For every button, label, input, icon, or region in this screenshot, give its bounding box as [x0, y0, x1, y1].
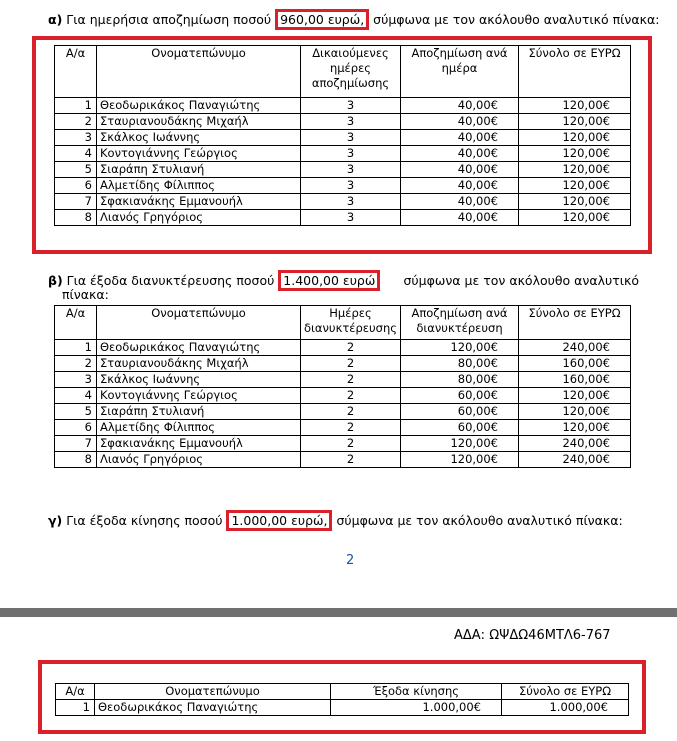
table-cell: 2: [301, 340, 401, 356]
section-c-label: γ): [48, 513, 63, 528]
table-cell: 120,00€: [519, 194, 631, 210]
table-cell: 120,00€: [401, 340, 519, 356]
table-cell: 80,00€: [401, 372, 519, 388]
table-row: [56, 700, 629, 716]
table-cell: Λιανός Γρηγόριος: [97, 210, 301, 226]
table-section-c: [55, 683, 629, 716]
section-a-text-after: σύμφωνα με τον ακόλουθο αναλυτικό πίνακα:: [369, 12, 660, 27]
table-cell: 6: [55, 178, 97, 194]
table-cell: 3: [301, 130, 401, 146]
section-b-text-after: σύμφωνα με τον ακόλουθο αναλυτικό: [403, 273, 639, 288]
col-header: Δικαιούμενες ημέρες αποζημίωσης: [301, 46, 401, 98]
table-cell: 1.000,00€: [502, 700, 629, 716]
table-cell: 120,00€: [401, 436, 519, 452]
table-cell: Αλμετίδης Φίλιππος: [97, 178, 301, 194]
col-header: Σύνολο σε ΕΥΡΩ: [502, 684, 629, 700]
table-cell: 3: [301, 194, 401, 210]
table-cell: 1: [56, 700, 95, 716]
section-c-text: Για έξοδα κίνησης ποσού: [62, 513, 227, 528]
section-b-intro: [48, 273, 639, 301]
table-cell: 40,00€: [401, 98, 519, 114]
table-cell: 2: [301, 404, 401, 420]
section-a-label: α): [48, 12, 63, 27]
col-header: Αποζημίωση ανά ημέρα: [401, 46, 519, 98]
section-c-intro: [48, 513, 623, 528]
table-cell: 2: [301, 436, 401, 452]
col-header: Έξοδα κίνησης: [331, 684, 502, 700]
table-cell: 120,00€: [519, 146, 631, 162]
section-a-intro: [48, 12, 659, 27]
table-cell: 240,00€: [519, 452, 631, 468]
table-cell: 5: [55, 162, 97, 178]
table-cell: Θεοδωρικάκος Παναγιώτης: [97, 340, 301, 356]
table-cell: 40,00€: [401, 162, 519, 178]
table-cell: Θεοδωρικάκος Παναγιώτης: [95, 700, 331, 716]
section-b-text-line2: πίνακα:: [62, 287, 109, 302]
table-cell: 60,00€: [401, 420, 519, 436]
table-row: [55, 436, 631, 452]
table-cell: 120,00€: [519, 130, 631, 146]
col-header: Α/α: [55, 46, 97, 98]
table-cell: 3: [55, 130, 97, 146]
table-cell: 7: [55, 194, 97, 210]
col-header: Σύνολο σε ΕΥΡΩ: [519, 306, 631, 340]
table-cell: Αλμετίδης Φίλιππος: [97, 420, 301, 436]
table-cell: Σκάλκος Ιωάννης: [97, 130, 301, 146]
section-b-text: Για έξοδα διανυκτέρευσης ποσού: [62, 273, 279, 288]
section-a-text: Για ημερήσια αποζημίωση ποσού: [62, 12, 276, 27]
table-cell: 2: [301, 372, 401, 388]
table-cell: 4: [55, 388, 97, 404]
page-number: 2: [346, 553, 355, 568]
table-cell: 2: [55, 114, 97, 130]
table-cell: 40,00€: [401, 130, 519, 146]
table-row: [55, 340, 631, 356]
table-cell: 1.000,00€: [331, 700, 502, 716]
table-row: [55, 356, 631, 372]
table-cell: 60,00€: [401, 404, 519, 420]
col-header: Ονοματεπώνυμο: [97, 46, 301, 98]
table-cell: 120,00€: [519, 178, 631, 194]
col-header: Ημέρες διανυκτέρευσης: [301, 306, 401, 340]
ada-code: ΑΔΑ: ΩΨΔΩ46ΜΤΛ6-767: [454, 628, 611, 643]
table-cell: 2: [301, 388, 401, 404]
table-row: [55, 178, 631, 194]
table-cell: 120,00€: [519, 388, 631, 404]
table-cell: 1: [55, 98, 97, 114]
table-cell: 7: [55, 436, 97, 452]
table-cell: 240,00€: [519, 436, 631, 452]
table-row: [55, 130, 631, 146]
table-cell: 4: [55, 146, 97, 162]
table-row: [55, 372, 631, 388]
table-row: [55, 98, 631, 114]
table-cell: Λιανός Γρηγόριος: [97, 452, 301, 468]
table-row: [55, 452, 631, 468]
table-cell: 40,00€: [401, 178, 519, 194]
section-c-amount: 1.000,00 ευρώ,: [226, 510, 332, 531]
table-cell: 160,00€: [519, 372, 631, 388]
col-header: Αποζημίωση ανά διανυκτέρευση: [401, 306, 519, 340]
table-cell: Κοντογιάννης Γεώργιος: [97, 146, 301, 162]
col-header: Ονοματεπώνυμο: [95, 684, 331, 700]
section-a-amount: 960,00 ευρώ,: [275, 9, 369, 30]
col-header: Σύνολο σε ΕΥΡΩ: [519, 46, 631, 98]
table-row: [55, 210, 631, 226]
table-section-b: [54, 305, 631, 468]
table-cell: 120,00€: [519, 162, 631, 178]
table-cell: 80,00€: [401, 356, 519, 372]
table-row: [55, 146, 631, 162]
table-cell: 120,00€: [401, 452, 519, 468]
col-header: Α/α: [56, 684, 95, 700]
table-cell: 2: [55, 356, 97, 372]
table-row: [55, 194, 631, 210]
table-cell: 6: [55, 420, 97, 436]
table-cell: 3: [301, 114, 401, 130]
table-cell: 8: [55, 210, 97, 226]
table-cell: Σφακιανάκης Εμμανουήλ: [97, 436, 301, 452]
table-cell: Σταυριανουδάκης Μιχαήλ: [97, 114, 301, 130]
table-cell: Σιαράπη Στυλιανή: [97, 404, 301, 420]
table-cell: 40,00€: [401, 146, 519, 162]
table-cell: 3: [301, 162, 401, 178]
table-cell: 5: [55, 404, 97, 420]
table-cell: Σταυριανουδάκης Μιχαήλ: [97, 356, 301, 372]
table-cell: 2: [301, 452, 401, 468]
section-c-text-after: σύμφωνα με τον ακόλουθο αναλυτικό πίνακα:: [332, 513, 623, 528]
table-cell: 3: [55, 372, 97, 388]
table-cell: 2: [301, 420, 401, 436]
table-cell: 40,00€: [401, 210, 519, 226]
table-row: [55, 114, 631, 130]
table-cell: 60,00€: [401, 388, 519, 404]
table-cell: 120,00€: [519, 210, 631, 226]
page-separator: [0, 608, 677, 617]
table-cell: Θεοδωρικάκος Παναγιώτης: [97, 98, 301, 114]
table-cell: 8: [55, 452, 97, 468]
section-b-label: β): [48, 273, 63, 288]
table-cell: 120,00€: [519, 420, 631, 436]
table-cell: 160,00€: [519, 356, 631, 372]
table-cell: 3: [301, 178, 401, 194]
table-cell: 40,00€: [401, 194, 519, 210]
table-cell: 3: [301, 210, 401, 226]
table-cell: 40,00€: [401, 114, 519, 130]
table-row: [55, 404, 631, 420]
table-row: [55, 162, 631, 178]
table-cell: 120,00€: [519, 98, 631, 114]
table-cell: Σκάλκος Ιωάννης: [97, 372, 301, 388]
table-row: [55, 420, 631, 436]
table-cell: 1: [55, 340, 97, 356]
table-cell: 120,00€: [519, 114, 631, 130]
table-cell: 240,00€: [519, 340, 631, 356]
col-header: Ονοματεπώνυμο: [97, 306, 301, 340]
table-row: [55, 388, 631, 404]
table-cell: 3: [301, 98, 401, 114]
table-section-a: [54, 45, 631, 226]
table-cell: Σφακιανάκης Εμμανουήλ: [97, 194, 301, 210]
table-cell: 120,00€: [519, 404, 631, 420]
table-cell: 2: [301, 356, 401, 372]
col-header: Α/α: [55, 306, 97, 340]
table-cell: Κοντογιάννης Γεώργιος: [97, 388, 301, 404]
table-cell: 3: [301, 146, 401, 162]
section-b-amount: 1.400,00 ευρώ: [278, 270, 380, 291]
table-cell: Σιαράπη Στυλιανή: [97, 162, 301, 178]
